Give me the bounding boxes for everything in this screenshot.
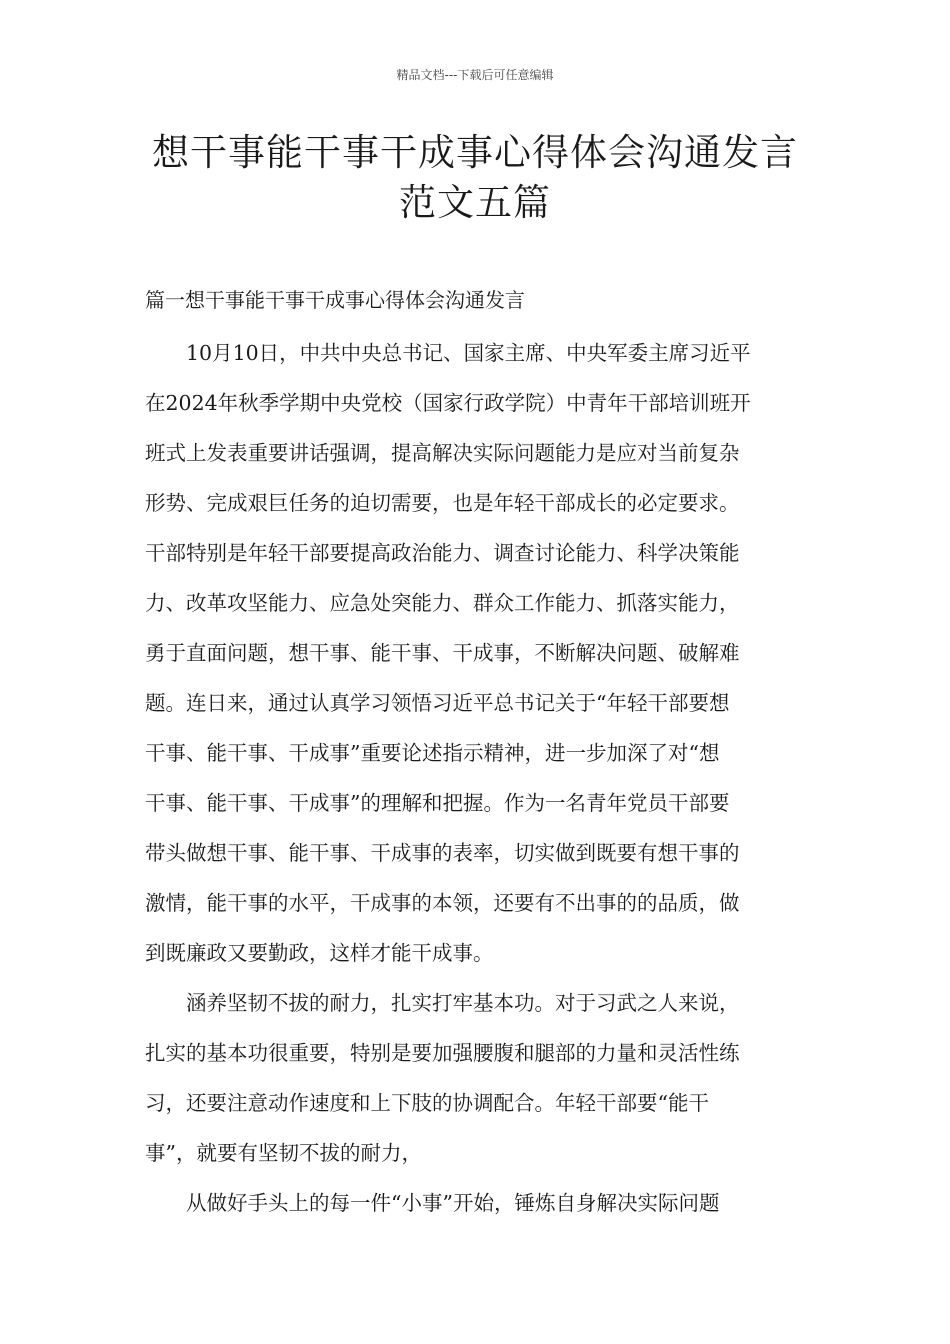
body-line: 扎实的基本功很重要，特别是要加强腰腹和腿部的力量和灵活性练 [145, 1041, 740, 1065]
body-line: 干事、能干事、干成事”重要论述指示精神，进一步加深了对“想 [145, 741, 720, 765]
body-line: 习，还要注意动作速度和上下肢的协调配合。年轻干部要“能干 [145, 1091, 709, 1115]
body-line: 从做好手头上的每一件“小事”开始，锤炼自身解决实际问题 [145, 1191, 720, 1215]
document-title [100, 128, 850, 228]
body-text [145, 328, 810, 1228]
body-line: 题。连日来，通过认真学习领悟习近平总书记关于“年轻干部要想 [145, 691, 730, 715]
header-note: 精品文档---下载后可任意编辑 [396, 68, 554, 82]
body-line: 激情，能干事的水平，干成事的本领，还要有不出事的的品质，做 [145, 891, 740, 915]
body-line: 10月10日，中共中央总书记、国家主席、中央军委主席习近平 [145, 341, 751, 365]
body-line: 干部特别是年轻干部要提高政治能力、调查讨论能力、科学决策能 [145, 541, 740, 565]
title-line: 范文五篇 [399, 181, 551, 224]
body-line: 涵养坚韧不拔的耐力，扎实打牢基本功。对于习武之人来说， [145, 991, 740, 1015]
body-line: 班式上发表重要讲话强调，提高解决实际问题能力是应对当前复杂 [145, 441, 740, 465]
body-line: 形势、完成艰巨任务的迫切需要，也是年轻干部成长的必定要求。 [145, 491, 740, 515]
body-line: 干事、能干事、干成事”的理解和把握。作为一名青年党员干部要 [145, 791, 730, 815]
section-heading: 篇一想干事能干事干成事心得体会沟通发言 [145, 288, 525, 312]
body-line: 事”，就要有坚韧不拔的耐力， [145, 1141, 422, 1165]
body-line: 到既廉政又要勤政，这样才能干成事。 [145, 941, 494, 965]
body-line: 力、改革攻坚能力、应急处突能力、群众工作能力、抓落实能力， [145, 591, 740, 615]
body-line: 勇于直面问题，想干事、能干事、干成事，不断解决问题、破解难 [145, 641, 740, 665]
body-line: 在2024年秋季学期中央党校（国家行政学院）中青年干部培训班开 [145, 391, 751, 415]
body-line: 带头做想干事、能干事、干成事的表率，切实做到既要有想干事的 [145, 841, 740, 865]
title-line: 想干事能干事干成事心得体会沟通发言 [152, 131, 798, 174]
